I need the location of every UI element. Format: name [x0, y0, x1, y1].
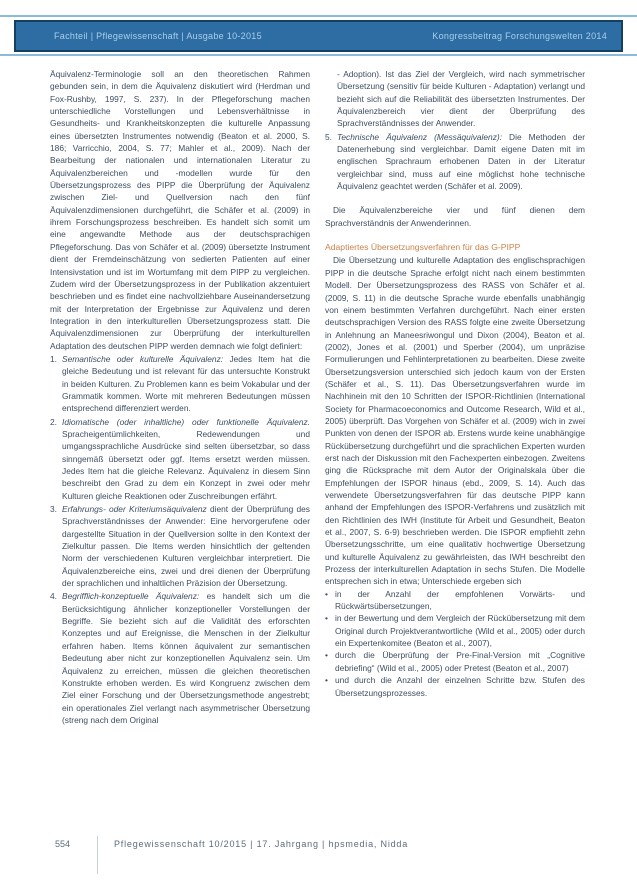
header-accent-line: [0, 54, 637, 56]
item-body: Die Methoden der Datenerhebung sind vergleichbar. Damit eigene Daten mit im englischen Sprachraum erhobenen Daten in der Literatur vergleichbar sind, muss auf eine möglichst hohe technische Äquivalenz geachtet werden (Schäfer et al. 2009).: [337, 131, 585, 192]
section-heading: Adaptiertes Übersetzungsverfahren für das G-PIPP: [325, 242, 521, 253]
item-body: es handelt sich um die Berücksichtigung ähnlicher konzeptioneller Vorstellungen der Begriffe. Sie bezieht sich auf die Validität des erforschten Konzeptes und auf Ereignisse, die Menschen in der Zielkultur erfahren haben. Items können äquivalent zur semantischen Bedeutung aber nicht zur konzeptionellen Äquivalenz sein. Um Äquivalenz zu erreichen, müssen die gleichen theoretischen Konstrukte erhoben werden. Es wird Kongruenz zwischen dem Ziel einer Forschung und der Übersetzungsmethode angestrebt; ein operationales Ziel verlangt nach asymmetrischer Übersetzung (streng nach dem Original: [62, 591, 310, 725]
bullet-icon: •: [325, 588, 328, 599]
item-term: Idiomatische (oder inhaltliche) oder funktionelle Äquivalenz.: [62, 416, 310, 427]
item-body: Spracheigentümlichkeiten, Redewendungen und umgangssprachliche Ausdrücke sind selten übersetzbar, so dass sinngemäß übersetzt oder ggf. Items ersetzt werden müssen. Jedes Item hat die gleiche Relevanz. Äquivalenz in diesem Sinn beschreibt den Grad zu dem ein Konzept in zwei oder mehr Kulturen gleiche Reaktionen oder Zuschreibungen erfährt.: [62, 428, 310, 501]
bullet-icon: •: [325, 675, 328, 686]
article-body: [50, 68, 595, 808]
bullet-icon: •: [325, 613, 328, 624]
bullet-text: durch die Überprüfung der Pre-Final-Version mit „Cognitive debriefing“ (Wild et al., 2005) oder Pretest (Beaton et al., 2007): [335, 650, 585, 673]
numbered-item-4: [50, 590, 310, 726]
item-term: Semantische oder kulturelle Äquivalenz:: [62, 353, 224, 364]
right-column: [325, 68, 585, 808]
page-number: 554: [55, 839, 71, 849]
item-text: [62, 503, 310, 589]
item-text: [62, 416, 310, 502]
bullet-item-2: [325, 612, 585, 649]
bullet-text: in der Bewertung und dem Vergleich der Rückübersetzung mit dem Original durch Projektverantwortliche (Wild et al., 2005) oder durch ein Expertenkomitee (Beaton et al., 2007),: [335, 613, 585, 649]
page-header-bar: [14, 20, 623, 52]
bullet-text: und durch die Anzahl der einzelnen Schritte bzw. Stufen des Übersetzungsprozesses.: [335, 675, 585, 698]
item-number: 2.: [50, 416, 57, 427]
item-number: 1.: [50, 353, 57, 364]
footer-divider: [97, 836, 98, 874]
item-text: [62, 590, 310, 726]
footer-journal-info: Pflegewissenschaft 10/2015 | 17. Jahrgang | hpsmedia, Nidda: [114, 839, 409, 849]
header-right-text: Kongressbeitrag Forschungswelten 2014: [432, 31, 607, 41]
left-column: [50, 68, 310, 808]
item-number: 5.: [325, 131, 332, 142]
item-number: 4.: [50, 591, 57, 602]
item-term: Technische Äquivalenz (Messäquivalenz):: [337, 131, 503, 142]
bullet-text: in der Anzahl der empfohlenen Vorwärts- und Rückwärtsübersetzungen,: [335, 588, 585, 612]
item-text: [62, 353, 310, 415]
numbered-item-1: [50, 353, 310, 415]
top-accent-line: [0, 15, 637, 17]
intro-paragraph: Äquivalenz-Terminologie soll an den theoretischen Rahmen gebunden sein, in dem die Äquivalenz diskutiert wird (Herdman und Fox-Rushby, 1997, S. 237). In der Pflegeforschung machen unterschiedliche Vorstellungen und Lebensverhältnisse in Gesundheits- und Krankheitskonzepten die kulturelle Anpassung eines übersetzten Instrumentes notwendig (Beaton et al. 2000, S. 186; Varricchio, 2004, S. 77; Mahler et al., 2009). Nach der Bearbeitung der nationalen und internationalen Literatur zu Äquivalenzbereichen und -modellen wurde für den Übersetzungsprozess des PIPP die Überprüfung der Äquivalenz zwischen Ziel- und Quellversion nach den fünf Äquivalenzdimensionen durchgeführt, die Schäfer et al. (2009) in ihrem Forschungsprozess beschreiben. Es handelt sich somit um eine angewandte Methode aus der deutschsprachigen Pflegeforschung. Das von Schäfer et al. (2009) übersetzte Instrument dient der Fremdeinschätzung von sedierten Patienten auf einer Intensivstation und ist im Wortumfang mit dem PIPP zu vergleichen. Zudem wird der Übersetzungsprozess in der Publikation akzentuiert beschrieben und es findet eine nachvollziehbare Auseinandersetzung mit der Interpretation der Ergebnisse zur Äquivalenz und deren Integration in den interkulturellen Übersetzungsprozess statt. Die Äquivalenzdimensionen zur Überprüfung der interkulturellen Adaptation des deutschen PIPP werden demnach wie folgt definiert:: [50, 69, 310, 351]
numbered-item-4-continuation: - Adoption). Ist das Ziel der Vergleich, wird nach symmetrischer Übersetzung (sensitiv für beide Kulturen - Adaptation) verlangt und bezieht sich auf die Reliabilität des übersetzten Instrumentes. Der Äquivalenzbereich vier dient der Überprüfung des Sprachverständnisses der Anwender.: [337, 69, 585, 129]
numbered-item-2: [50, 416, 310, 502]
equivalence-note-paragraph: Die Äquivalenzbereiche vier und fünf dienen dem Sprachverständnis der Anwenderinnen.: [325, 205, 585, 228]
page-footer: [0, 836, 637, 874]
bullet-item-4: [325, 674, 585, 699]
numbered-item-3: [50, 503, 310, 589]
item-body: Jedes Item hat die gleiche Bedeutung und ist relevant für das untersuchte Konstrukt in beiden Kulturen. Zu Problemen kann es beim Vokabular und der Grammatik kommen. Worte mit mehreren Bedeutungen müssen entsprechend differenziert werden.: [62, 353, 310, 414]
header-left-text: Fachteil | Pflegewissenschaft | Ausgabe 10-2015: [54, 31, 262, 41]
bullet-icon: •: [325, 650, 328, 661]
bullet-item-3: [325, 649, 585, 674]
item-term: Erfahrungs- oder Kriteriumsäquivalenz: [62, 504, 207, 515]
item-body: dient der Überprüfung des Sprachverständnisses der Anwender: Eine hervorgerufene oder dargestellte Situation in der Quellversion sollte in den Kontext der Zielkultur passen. Die Items werden hinsichtlich der geltenden Norm der verschiedenen Kulturen vergleichbar interpretiert. Die Äquivalenzbereiche eins, zwei und drei dienen der Überprüfung der sprachlichen und inhaltlichen Präzision der Übersetzung.: [62, 504, 310, 589]
item-text: [337, 131, 585, 193]
item-number: 3.: [50, 504, 57, 515]
section-body-paragraph: Die Übersetzung und kulturelle Adaptation des englischsprachigen PIPP in die deutsche Sprache erfolgt nicht nach einem bestimmten Modell. Der Übersetzungsprozess des RASS von Schäfer et al. (2009, S. 11) in die deutsche Sprache wurde ebenfalls unabhängig von einem bestimmten Verfahren durchgeführt. Nach einer ersten deutschsprachigen Version des RASS folgte eine zweite Übersetzung in Anlehnung an Maneesriwongul und Dixon (2004), Beaton et al. (2002), Jones et al. (2001) und Sperber (2004), um unpräzise Formulierungen und Fehlinterpretationen zu bearbeiten. Diese zweite Übersetzungsversion unterschied sich jedoch kaum von der Ersten (Schäfer et al., S. 11). Das Übersetzungsverfahren wurde im Nachhinein mit den 10 Schritten der ISPOR-Richtlinien (International Society for Pharmacoeconomics and Outcome Research, Wild et al., 2005) überprüft. Das Vorgehen von Schäfer et al. (2009) wich in zwei Punkten von denen der ISPOR ab. Erstens wurde keine unabhängige Rückübersetzung durchgeführt und die sprachlichen Experten wurden erst nach der Diskussion mit den Fachexperten einbezogen. Zweitens ging die Rücksprache mit dem Autor der Originalskala über die Empfehlungen der ISPOR hinaus (ebd., 2009, S. 14). Auch das verwendete Übersetzungsverfahren für das deutsche PIPP kann anhand der Empfehlungen des ISPOR-Verfahrens und zusätzlich mit den Richtlinien des IWH (Institute für Arbeit und Gesundheit, Beaton et al., 2007, S. 6-9) beschrieben werden. Die ISPOR empfiehlt zehn Übersetzungsschritte, um eine qualitativ hochwertige Übersetzung und kulturelle Äquivalenz zu gewährleisten, das IWH beschreibt den Prozess der interkulturellen Adaptation in sechs Stufen. Die Modelle entsprechen sich in etwa; Unterschiede ergeben sich: [325, 255, 585, 587]
item-term: Begrifflich-konzeptuelle Äquivalenz:: [62, 591, 200, 602]
bullet-item-1: [325, 588, 585, 613]
numbered-item-5: [325, 131, 585, 193]
